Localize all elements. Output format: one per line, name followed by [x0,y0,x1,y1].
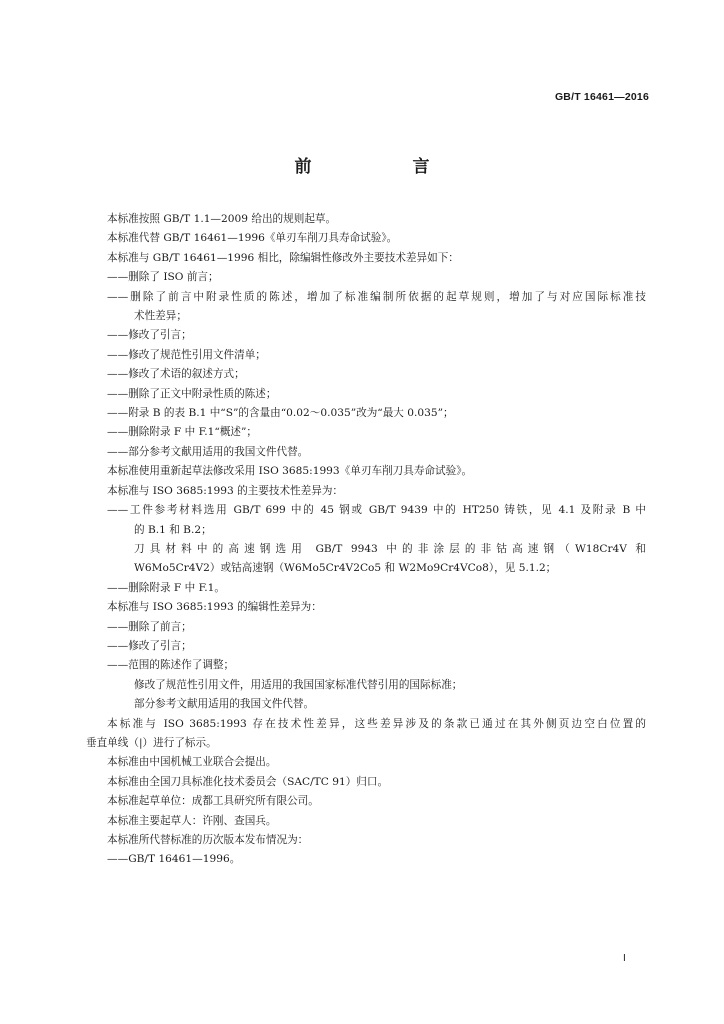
text-line: W6Mo5Cr4V2）或钴高速钢（W6Mo5Cr4V2Co5 和 W2Mo9Cr4VCo8），见 5.1.2； [134,562,557,575]
text-line: ——删除附录 F 中 F.1。 [107,581,226,594]
text-line: ——删除了前言； [107,620,192,633]
text-line: 本标准代替 GB/T 16461—1996《单刃车削刀具寿命试验》。 [107,232,398,245]
text-line: 本标准起草单位：成都工具研究所有限公司。 [107,795,319,808]
text-line: 垂直单线（|）进行了标示。 [86,736,217,749]
text-line: 本标准使用重新起草法修改采用 ISO 3685:1993《单刃车削刀具寿命试验》。 [107,465,473,478]
text-line: 本标准与 GB/T 16461—1996 相比，除编辑性修改外主要技术差异如下： [107,251,459,264]
text-line: 本标准由全国刀具标准化技术委员会（SAC/TC 91）归口。 [107,775,389,788]
text-line: ——删除附录 F 中 F.1“概述”； [107,426,258,439]
text-line: 术性差异； [134,310,187,323]
page-number: I [623,953,626,964]
text-line: 本标准按照 GB/T 1.1—2009 给出的规则起草。 [107,213,337,225]
text-line: ——删除了 ISO 前言； [107,271,219,284]
text-line: 本标准主要起草人：许刚、查国兵。 [107,814,277,827]
text-line: ——删除了正文中附录性质的陈述； [107,387,277,400]
text-line: 的 B.1 和 B.2； [134,523,212,536]
text-line: ——修改了术语的叙述方式； [107,368,245,381]
text-line: 本标准由中国机械工业联合会提出。 [107,756,277,769]
text-line: ——附录 B 的表 B.1 中“S”的含量由“0.02～0.035”改为“最大 0.035”； [107,407,454,420]
text-line: 修改了规范性引用文件，用适用的我国国家标准代替引用的国际标准； [134,678,463,691]
text-line: ——GB/T 16461—1996。 [107,853,241,866]
text-line: 本标准与 ISO 3685:1993 存在技术性差异，这些差异涉及的条款已通过在其外侧页边空白位置的 [107,717,646,730]
text-line: ——工件参考材料选用 GB/T 699 中的 45 钢或 GB/T 9439 中的 HT250 铸铁，见 4.1 及附录 B 中 [107,504,646,517]
text-line: 本标准与 ISO 3685:1993 的编辑性差异为： [107,601,322,614]
text-line: 本标准所代替标准的历次版本发布情况为： [107,834,309,846]
section-title: 前 言 [294,157,472,177]
foreword-body [86,210,646,870]
text-line: ——修改了规范性引用文件清单； [107,348,266,361]
text-line: 本标准与 ISO 3685:1993 的主要技术性差异为： [107,484,344,497]
text-line: ——范围的陈述作了调整； [107,659,235,672]
text-line: 部分参考文献用适用的我国文件代替。 [134,698,315,711]
text-line: ——删除了前言中附录性质的陈述，增加了标准编制所依据的起草规则，增加了与对应国际标准技 [107,290,646,303]
text-line: ——修改了引言； [107,639,192,652]
text-line: ——修改了引言； [107,329,192,342]
text-line: 刀具材料中的高速钢选用 GB/T 9943 中的非涂层的非钴高速钢（W18Cr4V 和 [134,542,646,555]
text-line: ——部分参考文献用适用的我国文件代替。 [107,445,309,458]
standard-code-header: GB/T 16461—2016 [554,91,649,103]
